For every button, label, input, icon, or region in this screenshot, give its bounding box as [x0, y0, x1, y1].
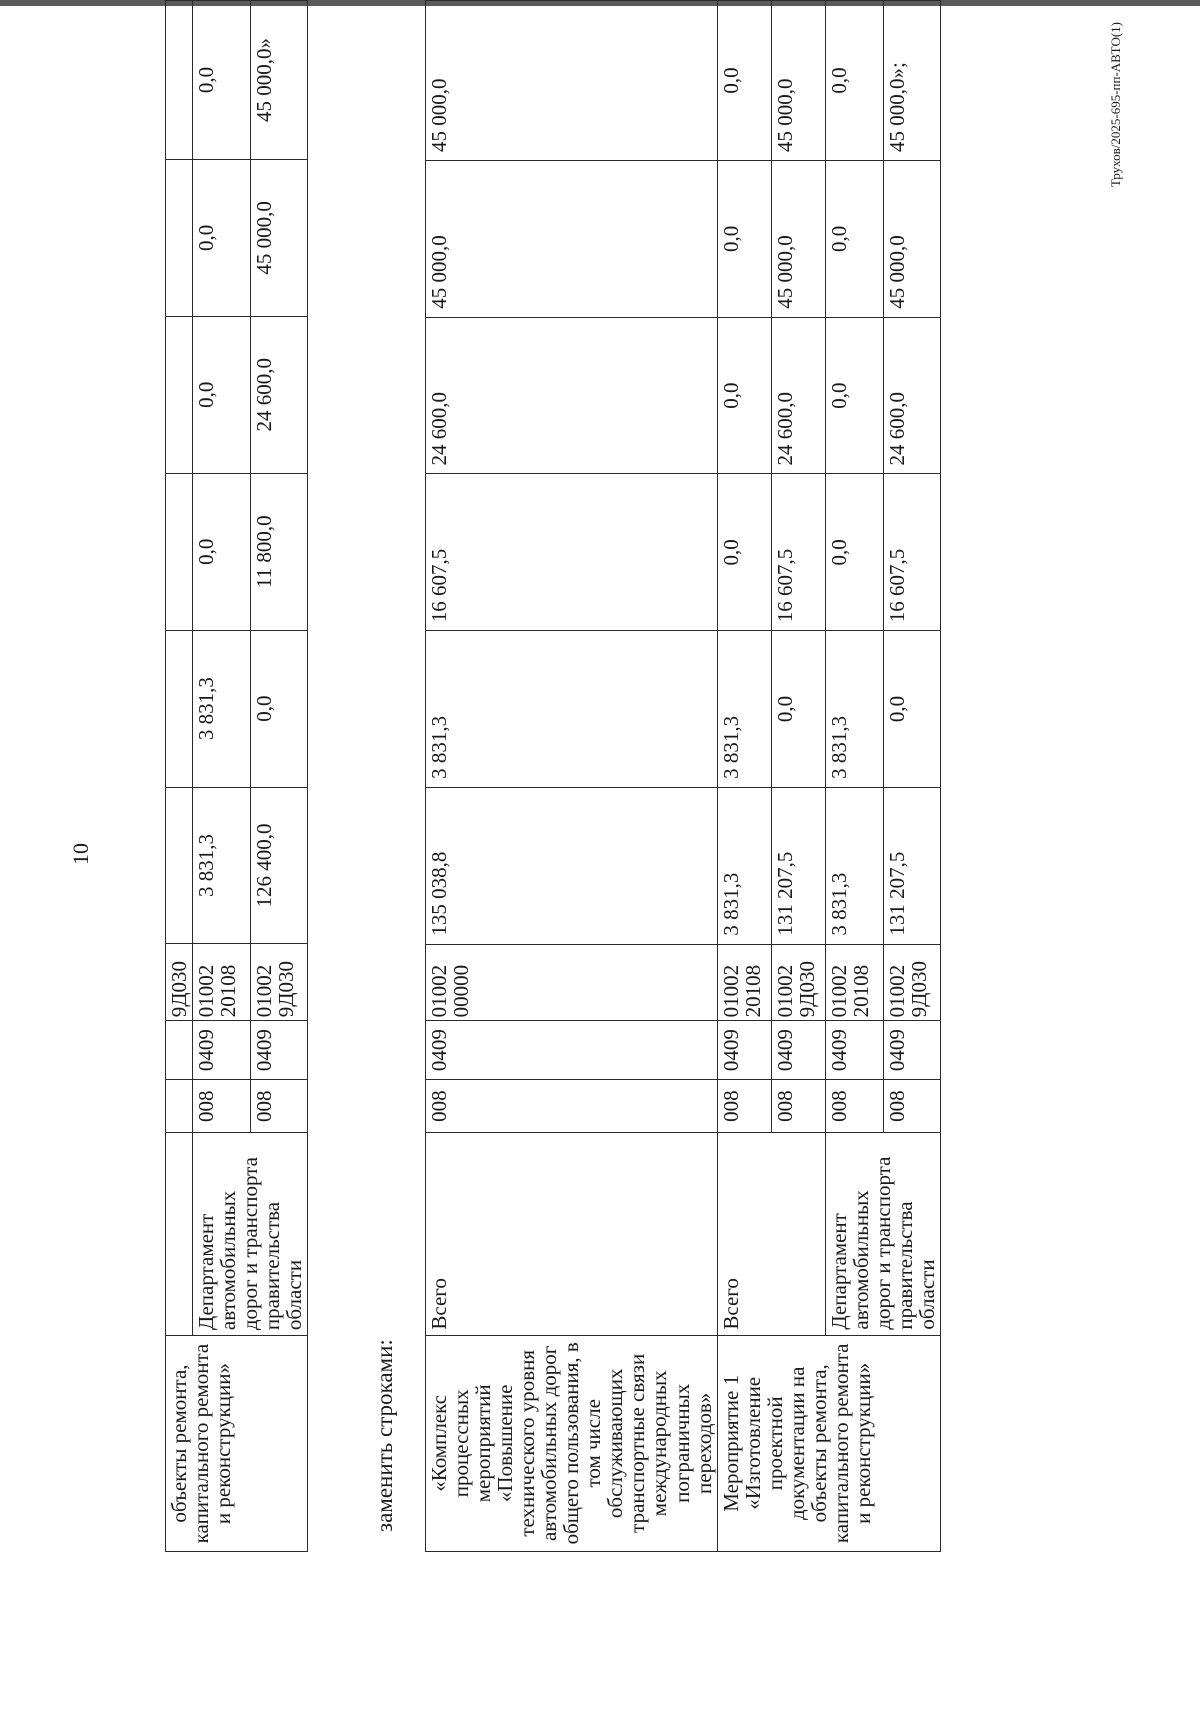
executor-cell	[166, 1133, 193, 1336]
value-cell: 131 207,5	[772, 787, 826, 944]
value-cell	[166, 630, 193, 787]
value-cell: 0,0	[193, 316, 251, 473]
page-number: 10	[68, 843, 93, 865]
value-cell: 3 831,3	[826, 787, 884, 944]
measure-name-cell: объекты ремонта, капитального ремонта и реконструкции»	[166, 1336, 308, 1552]
value-cell: 126 400,0	[250, 787, 308, 944]
table-row	[826, 1, 884, 1552]
value-cell: 3 831,3	[193, 787, 251, 944]
csr-cell: 01002 00000	[426, 944, 718, 1021]
value-cell: 0,0	[718, 1, 772, 161]
csr-cell: 01002 20108	[826, 944, 884, 1021]
value-cell: 0,0	[250, 630, 308, 787]
value-cell: 0,0	[883, 631, 941, 788]
csr-cell: 9Д030	[166, 944, 193, 1021]
value-cell: 45 000,0	[426, 1, 718, 161]
value-cell: 3 831,3	[426, 631, 718, 788]
executor-cell: Департамент автомобильных дорог и транспорта правительства области	[826, 1133, 941, 1335]
value-cell: 45 000,0»;	[883, 1, 941, 161]
value-cell: 45 000,0	[883, 161, 941, 318]
value-cell: 24 600,0	[772, 317, 826, 474]
replace-caption: заменить строками:	[372, 1339, 397, 1532]
csr-cell: 01002 9Д030	[772, 944, 826, 1021]
value-cell: 0,0	[193, 473, 251, 630]
value-cell: 16 607,5	[883, 474, 941, 631]
rz-cell: 0409	[426, 1021, 718, 1080]
value-cell: 16 607,5	[772, 474, 826, 631]
grbs-cell: 008	[772, 1079, 826, 1132]
value-cell: 0,0	[826, 317, 884, 474]
value-cell: 3 831,3	[718, 787, 772, 944]
executor-cell: Всего	[718, 1133, 826, 1335]
grbs-cell: 008	[193, 1079, 251, 1132]
value-cell: 135 038,8	[426, 787, 718, 944]
executor-cell: Всего	[426, 1133, 718, 1335]
csr-cell: 01002 9Д030	[250, 944, 308, 1021]
csr-cell: 01002 9Д030	[883, 944, 941, 1021]
value-cell: 24 600,0	[426, 317, 718, 474]
value-cell: 0,0	[772, 631, 826, 788]
value-cell	[166, 316, 193, 473]
table-replacement	[425, 0, 941, 1552]
measure-name-cell: Мероприятие 1 «Изготовление проектной документации на объекты ремонта, капитального ремонта и реконструкции»	[718, 1335, 941, 1551]
csr-cell: 01002 20108	[193, 944, 251, 1021]
value-cell	[166, 1, 193, 160]
value-cell	[166, 787, 193, 944]
value-cell: 0,0	[193, 1, 251, 160]
grbs-cell: 008	[718, 1079, 772, 1132]
grbs-cell: 008	[250, 1079, 308, 1132]
grbs-cell	[166, 1079, 193, 1132]
value-cell: 0,0	[718, 161, 772, 318]
grbs-cell: 008	[883, 1079, 941, 1132]
complex-name-cell: «Комплекс процессных мероприятий «Повышение технического уровня автомобильных дорог общего пользования, в том числе обслуживающих транспортные связи международных пограничных переходов»	[426, 1335, 718, 1551]
rz-cell: 0409	[718, 1021, 772, 1080]
value-cell: 0,0	[193, 159, 251, 316]
value-cell: 3 831,3	[718, 631, 772, 788]
value-cell: 131 207,5	[883, 787, 941, 944]
value-cell: 0,0	[826, 161, 884, 318]
value-cell: 11 800,0	[250, 473, 308, 630]
rz-cell	[166, 1021, 193, 1080]
value-cell: 24 600,0	[250, 316, 308, 473]
table-row	[718, 1, 772, 1552]
value-cell: 0,0	[718, 317, 772, 474]
value-cell: 16 607,5	[426, 474, 718, 631]
value-cell: 3 831,3	[826, 631, 884, 788]
table-top-fragment	[165, 0, 308, 1552]
value-cell: 3 831,3	[193, 630, 251, 787]
executor-cell: Департамент автомобильных дорог и транспорта правительства области	[193, 1133, 308, 1336]
value-cell: 45 000,0»	[250, 1, 308, 160]
value-cell: 45 000,0	[772, 1, 826, 161]
rz-cell: 0409	[772, 1021, 826, 1080]
value-cell: 45 000,0	[250, 159, 308, 316]
value-cell: 45 000,0	[772, 161, 826, 318]
value-cell: 0,0	[826, 474, 884, 631]
table-row	[193, 1, 251, 1552]
value-cell: 0,0	[826, 1, 884, 161]
value-cell: 24 600,0	[883, 317, 941, 474]
value-cell: 45 000,0	[426, 161, 718, 318]
value-cell: 0,0	[718, 474, 772, 631]
rz-cell: 0409	[193, 1021, 251, 1080]
csr-cell: 01002 20108	[718, 944, 772, 1021]
grbs-cell: 008	[826, 1079, 884, 1132]
table-row	[166, 1, 193, 1552]
value-cell	[166, 473, 193, 630]
rz-cell: 0409	[250, 1021, 308, 1080]
document-code: Трухов/2025-695-пп-АВТО(1)	[1108, 22, 1123, 188]
rz-cell: 0409	[883, 1021, 941, 1080]
value-cell	[166, 159, 193, 316]
table-row	[426, 1, 718, 1552]
grbs-cell: 008	[426, 1079, 718, 1132]
rz-cell: 0409	[826, 1021, 884, 1080]
